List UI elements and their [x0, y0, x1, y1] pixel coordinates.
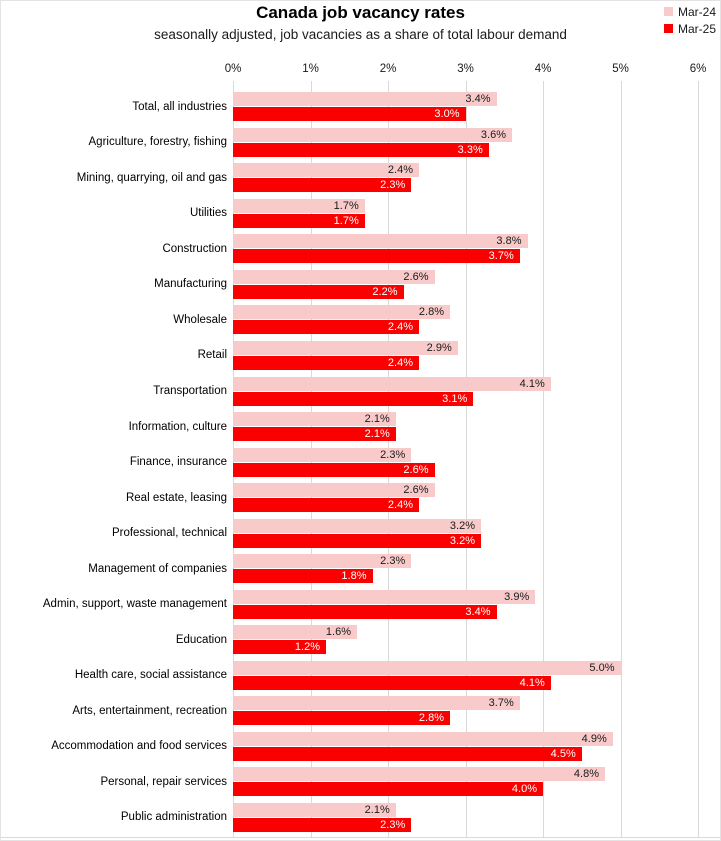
- value-label: 3.2%: [449, 519, 475, 532]
- bar-mar-24: [233, 625, 357, 639]
- bar-row: [233, 125, 698, 161]
- category-label: Real estate, leasing: [125, 491, 227, 504]
- bar-mar-24: [233, 519, 481, 533]
- legend: [664, 5, 716, 35]
- bar-mar-24: [233, 696, 520, 710]
- value-label: 3.2%: [449, 534, 475, 547]
- category-label: Agriculture, forestry, fishing: [88, 136, 227, 149]
- bar-row: [233, 338, 698, 374]
- bar-row: [233, 693, 698, 729]
- bar-row: [233, 373, 698, 409]
- bar-mar-25: [233, 392, 473, 406]
- bar-mar-24: [233, 377, 551, 391]
- value-label: 2.6%: [403, 463, 429, 476]
- value-label: 5.0%: [589, 661, 615, 674]
- bar-mar-25: [233, 356, 419, 370]
- value-label: 4.5%: [550, 747, 576, 760]
- bar-mar-25: [233, 498, 419, 512]
- bar-row: [233, 551, 698, 587]
- bar-mar-24: [233, 341, 458, 355]
- legend-swatch-icon: [664, 7, 673, 16]
- bar-mar-25: [233, 249, 520, 263]
- value-label: 1.7%: [333, 214, 359, 227]
- value-label: 2.3%: [380, 448, 406, 461]
- gridline: [698, 81, 699, 837]
- value-label: 2.4%: [387, 164, 413, 177]
- value-label: 3.4%: [465, 93, 491, 106]
- x-tick-label: 0%: [224, 63, 242, 75]
- bar-row: [233, 444, 698, 480]
- legend-swatch-icon: [664, 24, 673, 33]
- category-label: Utilities: [189, 207, 227, 220]
- value-label: 3.6%: [480, 128, 506, 141]
- plot-area: [233, 89, 698, 835]
- value-label: 3.3%: [457, 143, 483, 156]
- bar-mar-24: [233, 412, 396, 426]
- bar-mar-24: [233, 270, 435, 284]
- value-label: 1.2%: [294, 641, 320, 654]
- category-labels: [1, 89, 227, 835]
- category-label: Wholesale: [173, 313, 227, 326]
- category-label: Education: [175, 633, 227, 646]
- bar-row: [233, 302, 698, 338]
- value-label: 2.1%: [364, 413, 390, 426]
- bar-row: [233, 267, 698, 303]
- category-label: Information, culture: [128, 420, 227, 433]
- category-label: Manufacturing: [154, 278, 227, 291]
- x-tick-label: 1%: [302, 63, 319, 75]
- value-label: 2.6%: [403, 270, 429, 283]
- bar-mar-25: [233, 285, 404, 299]
- x-tick-label: 4%: [534, 63, 552, 75]
- value-label: 2.8%: [418, 306, 444, 319]
- category-label: Personal, repair services: [100, 775, 227, 788]
- x-tick-label: 5%: [612, 63, 629, 75]
- x-tick-label: 6%: [689, 63, 707, 75]
- value-label: 1.6%: [325, 626, 351, 639]
- category-label: Total, all industries: [132, 100, 227, 113]
- bar-row: [233, 800, 698, 836]
- bar-mar-24: [233, 128, 512, 142]
- value-label: 3.8%: [496, 235, 522, 248]
- category-label: Mining, quarrying, oil and gas: [76, 171, 227, 184]
- bar-row: [233, 480, 698, 516]
- bar-mar-25: [233, 143, 489, 157]
- bar-mar-24: [233, 803, 396, 817]
- value-label: 3.1%: [442, 392, 468, 405]
- bar-mar-24: [233, 199, 365, 213]
- bar-mar-24: [233, 661, 621, 675]
- bar-row: [233, 586, 698, 622]
- bar-row: [233, 658, 698, 694]
- bar-mar-24: [233, 483, 435, 497]
- bar-mar-25: [233, 427, 396, 441]
- bar-row: [233, 729, 698, 765]
- x-tick-label: 2%: [379, 63, 397, 75]
- value-label: 3.0%: [434, 108, 460, 121]
- bar-mar-25: [233, 605, 497, 619]
- value-label: 4.9%: [581, 732, 607, 745]
- bar-mar-25: [233, 178, 411, 192]
- bar-mar-25: [233, 320, 419, 334]
- bar-mar-25: [233, 711, 450, 725]
- category-label: Management of companies: [88, 562, 227, 575]
- category-label: Professional, technical: [111, 527, 227, 540]
- bar-mar-25: [233, 747, 582, 761]
- legend-label: Mar-24: [677, 4, 716, 19]
- bar-mar-25: [233, 463, 435, 477]
- bar-row: [233, 515, 698, 551]
- bar-row: [233, 196, 698, 232]
- category-label: Arts, entertainment, recreation: [72, 704, 227, 717]
- bar-mar-25: [233, 818, 411, 832]
- bar-mar-24: [233, 767, 605, 781]
- value-label: 3.7%: [488, 250, 514, 263]
- bar-mar-25: [233, 640, 326, 654]
- category-label: Accommodation and food services: [51, 740, 227, 753]
- category-label: Transportation: [153, 385, 227, 398]
- bar-mar-24: [233, 92, 497, 106]
- category-label: Admin, support, waste management: [42, 598, 227, 611]
- value-label: 2.4%: [387, 356, 413, 369]
- bar-mar-25: [233, 214, 365, 228]
- value-label: 2.4%: [387, 499, 413, 512]
- x-tick-label: 3%: [457, 63, 474, 75]
- value-label: 1.8%: [341, 570, 367, 583]
- bar-mar-25: [233, 107, 466, 121]
- value-label: 2.4%: [387, 321, 413, 334]
- bar-mar-25: [233, 782, 543, 796]
- bar-mar-24: [233, 234, 528, 248]
- bar-mar-24: [233, 305, 450, 319]
- value-label: 3.7%: [488, 697, 514, 710]
- value-label: 4.0%: [511, 783, 537, 796]
- bar-row: [233, 231, 698, 267]
- bar-row: [233, 622, 698, 658]
- value-label: 2.2%: [372, 285, 398, 298]
- bar-mar-25: [233, 534, 481, 548]
- value-label: 2.3%: [380, 555, 406, 568]
- bar-mar-24: [233, 448, 411, 462]
- bar-row: [233, 409, 698, 445]
- category-label: Construction: [162, 242, 227, 255]
- category-label: Retail: [197, 349, 227, 362]
- value-label: 2.6%: [403, 484, 429, 497]
- chart-baseline: [1, 837, 720, 838]
- chart-subtitle: seasonally adjusted, job vacancies as a share of total labour demand: [154, 27, 567, 42]
- value-label: 2.1%: [364, 803, 390, 816]
- bar-row: [233, 89, 698, 125]
- value-label: 3.4%: [465, 605, 491, 618]
- category-label: Finance, insurance: [129, 456, 227, 469]
- bar-mar-25: [233, 676, 551, 690]
- bar-mar-25: [233, 569, 373, 583]
- bar-mar-24: [233, 732, 613, 746]
- legend-item: [664, 5, 716, 18]
- value-label: 2.3%: [380, 179, 406, 192]
- bar-mar-24: [233, 163, 419, 177]
- value-label: 2.1%: [364, 428, 390, 441]
- bar-mar-24: [233, 554, 411, 568]
- legend-label: Mar-25: [677, 21, 716, 36]
- value-label: 4.1%: [519, 676, 545, 689]
- value-label: 2.9%: [426, 341, 452, 354]
- x-axis: [1, 63, 720, 78]
- value-label: 2.8%: [418, 712, 444, 725]
- bar-row: [233, 764, 698, 800]
- value-label: 3.9%: [504, 590, 530, 603]
- bar-row: [233, 160, 698, 196]
- value-label: 2.3%: [380, 818, 406, 831]
- category-label: Health care, social assistance: [74, 669, 227, 682]
- bar-mar-24: [233, 590, 535, 604]
- category-label: Public administration: [120, 811, 227, 824]
- legend-item: [664, 22, 716, 35]
- value-label: 4.1%: [519, 377, 545, 390]
- value-label: 4.8%: [573, 768, 599, 781]
- chart-title: Canada job vacancy rates: [256, 3, 465, 22]
- value-label: 1.7%: [333, 199, 359, 212]
